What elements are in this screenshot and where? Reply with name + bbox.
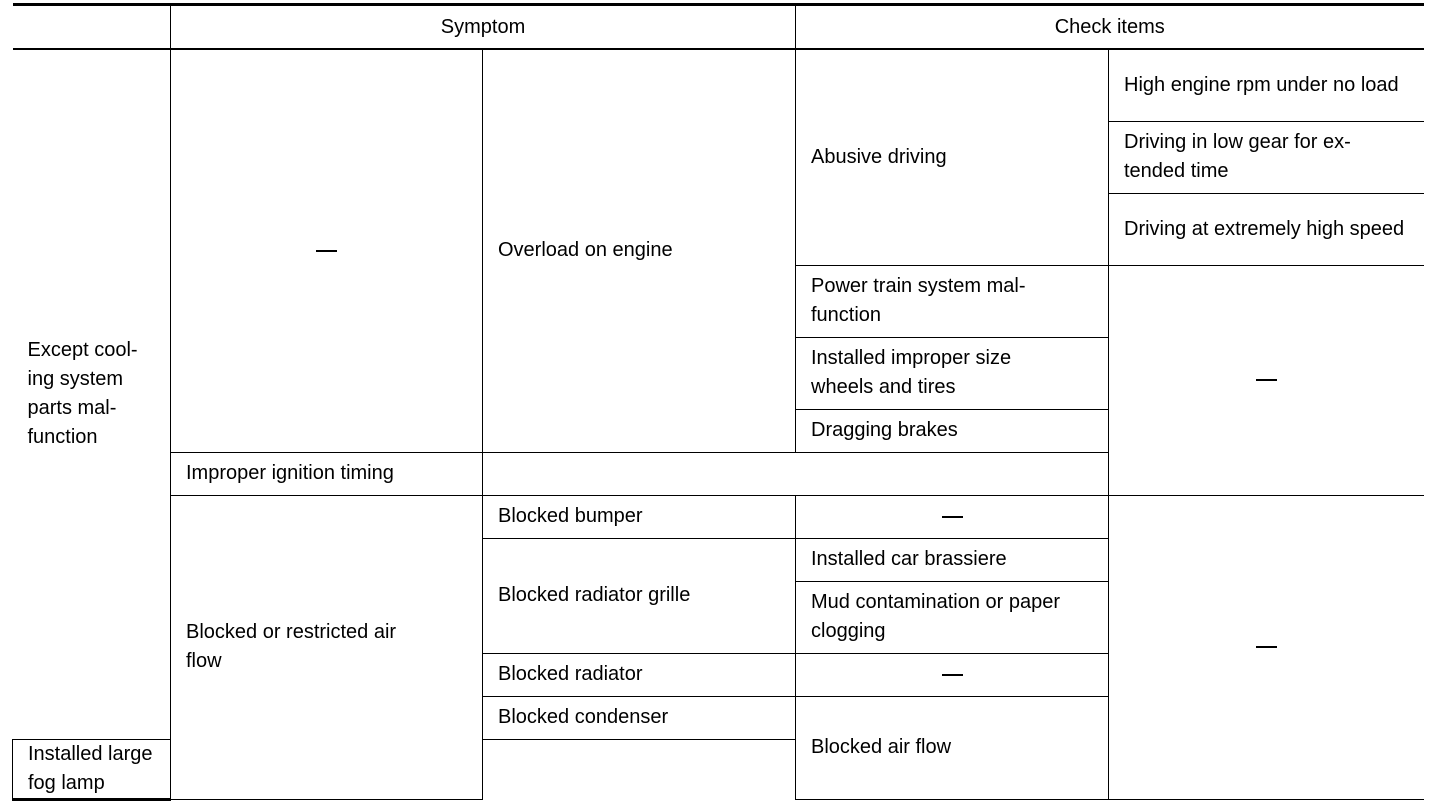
table-row bbox=[13, 49, 1424, 121]
symptom-detail: Installed large fog lamp bbox=[13, 739, 171, 799]
abusive-driving-cell: Abusive driving bbox=[796, 49, 1109, 265]
header-blank-cell bbox=[13, 5, 171, 50]
check-item: Dragging brakes bbox=[796, 409, 1109, 452]
header-row bbox=[13, 5, 1424, 50]
group-label: Except cool- ing system parts mal- function bbox=[13, 49, 171, 739]
overload-category-dash bbox=[171, 49, 483, 452]
check-item: Driving at extremely high speed bbox=[1109, 193, 1424, 265]
table-row bbox=[13, 495, 1424, 538]
radiator-check-dash bbox=[796, 653, 1109, 696]
check-item: High engine rpm under no load bbox=[1109, 49, 1424, 121]
check-item: Installed car brassiere bbox=[796, 538, 1109, 581]
check-item: Improper ignition timing bbox=[171, 452, 483, 495]
header-symptom: Symptom bbox=[171, 5, 796, 50]
symptom-detail: Blocked condenser bbox=[483, 696, 796, 739]
symptom-detail: Blocked radiator bbox=[483, 653, 796, 696]
dash-mark bbox=[316, 250, 337, 252]
overload-symptom: Overload on engine bbox=[483, 49, 796, 452]
check-item: Power train system mal- function bbox=[796, 265, 1109, 337]
check-item: Blocked air flow bbox=[796, 696, 1109, 799]
check-item: Driving in low gear for ex- tended time bbox=[1109, 121, 1424, 193]
bumper-check-dash bbox=[796, 495, 1109, 538]
dash-mark bbox=[942, 516, 963, 518]
overload-detail-dash bbox=[1109, 265, 1424, 495]
symptom-detail: Blocked radiator grille bbox=[483, 538, 796, 653]
symptom-detail: Blocked bumper bbox=[483, 495, 796, 538]
dash-mark bbox=[1256, 646, 1277, 648]
dash-mark bbox=[1256, 379, 1277, 381]
header-check-items: Check items bbox=[796, 5, 1424, 50]
airflow-detail-dash bbox=[1109, 495, 1424, 799]
check-item: Mud contamination or paper clogging bbox=[796, 581, 1109, 653]
dash-mark bbox=[942, 674, 963, 676]
diagnosis-table bbox=[12, 3, 1424, 801]
airflow-category: Blocked or restricted air flow bbox=[171, 495, 483, 799]
check-item: Installed improper size wheels and tires bbox=[796, 337, 1109, 409]
